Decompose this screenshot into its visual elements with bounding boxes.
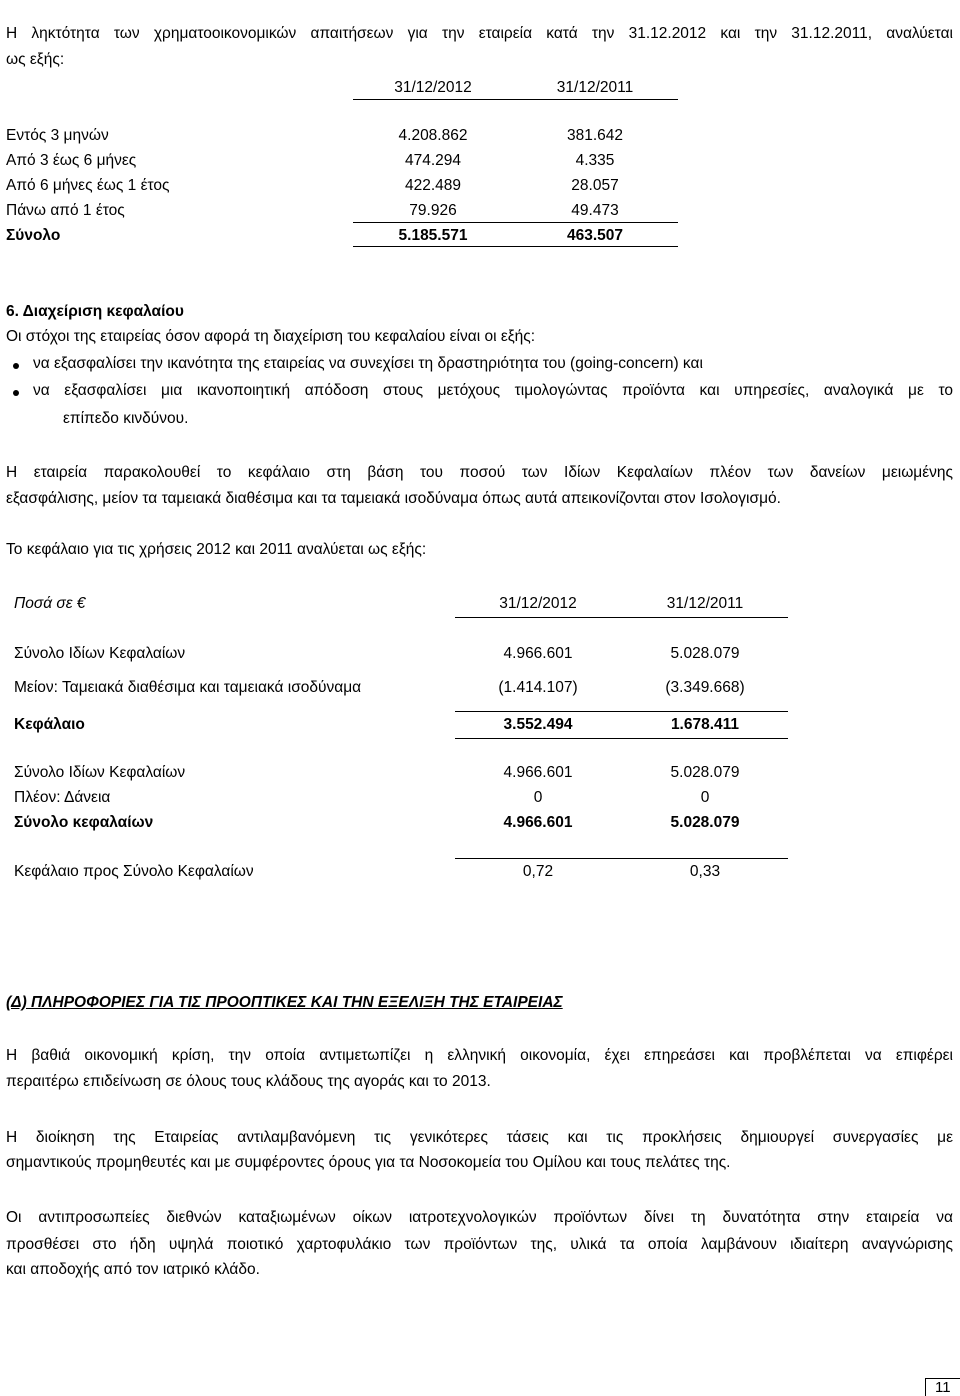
maturity-row-label: Εντός 3 μηνών (6, 127, 109, 144)
bullet-icon (13, 390, 19, 396)
page-number: 11 (935, 1379, 951, 1396)
section-d-p3-line-3: και αποδοχής από τον ιατρικό κλάδο. (6, 1261, 260, 1278)
capital-header-2012: 31/12/2012 (499, 595, 577, 612)
capital-row-label: Κεφάλαιο προς Σύνολο Κεφαλαίων (14, 863, 254, 880)
section-d-p2-line-2: σημαντικούς προμηθευτές και με συμφέροντες όρους για τα Νοσοκομεία του Ομίλου και τους πελάτες της. (6, 1154, 731, 1171)
section-d-p3-line-1: Οι αντιπροσωπείες διεθνών καταξιωμένων οίκων ιατροτεχνολογικών προϊόντων δίνει τη δυνατότητα στην εταιρεία να (6, 1209, 953, 1226)
section-d-p1-line-1: Η βαθιά οικονομική κρίση, την οποία αντιμετωπίζει η ελληνική οικονομία, έχει επηρεάσει και προβλέπεται να επιφέρει (6, 1047, 953, 1064)
maturity-row-label: Από 3 έως 6 μήνες (6, 152, 137, 169)
maturity-total-label: Σύνολο (6, 227, 61, 244)
capital-row-label: Κεφάλαιο (14, 716, 85, 733)
maturity-row-value-2011: 381.642 (566, 127, 624, 144)
capital-row-value-2012: 4.966.601 (503, 764, 573, 781)
maturity-total-rule-top (353, 222, 678, 223)
capital-total-rule (455, 738, 788, 739)
maturity-row-value-2012: 79.926 (409, 202, 457, 219)
capital-ratio-rule (455, 858, 788, 859)
capital-row-value-2012: 4.966.601 (503, 645, 573, 662)
maturity-row-value-2012: 422.489 (404, 177, 462, 194)
capital-row-label: Πλέον: Δάνεια (14, 789, 111, 806)
objective-bullet-2-line-2: επίπεδο κινδύνου. (63, 410, 189, 427)
maturity-header-rule (353, 99, 678, 100)
capital-intro: Το κεφάλαιο για τις χρήσεις 2012 και 2011 αναλύεται ως εξής: (6, 541, 427, 558)
maturity-header-2011: 31/12/2011 (556, 79, 634, 96)
capital-header-2011: 31/12/2011 (666, 595, 744, 612)
maturity-row-value-2012: 4.208.862 (398, 127, 468, 144)
capital-row-value-2011: (3.349.668) (665, 679, 745, 696)
capital-row-label: Σύνολο Ιδίων Κεφαλαίων (14, 764, 186, 781)
capital-row-value-2011: 5.028.079 (670, 814, 740, 831)
capital-row-label: Σύνολο κεφαλαίων (14, 814, 154, 831)
bullet-icon (13, 363, 19, 369)
maturity-total-2012: 5.185.571 (398, 227, 468, 244)
section-d-heading: (Δ) ΠΛΗΡΟΦΟΡΙΕΣ ΓΙΑ ΤΙΣ ΠΡΟΟΠΤΙΚΕΣ ΚΑΙ ΤΗΝ ΕΞΕΛΙΞΗ ΤΗΣ ΕΤΑΙΡΕΙΑΣ (6, 994, 563, 1011)
maturity-total-rule-bottom (353, 246, 678, 247)
capital-monitoring-line-2: εξασφάλισης, μείον τα ταμειακά διαθέσιμα και τα ταμειακά ισοδύναμα όπως αυτά απεικονίζονται στον Ισολογισμό. (6, 490, 781, 507)
capital-row-value-2011: 0 (700, 789, 710, 806)
maturity-row-value-2011: 49.473 (571, 202, 619, 219)
section-d-p3-line-2: προσθέσει στο ήδη υψηλά ποιοτικό χαρτοφυλάκιο των προϊόντων της, υλικά τα οποία λαμβάνουν ιδιαίτερη αναγνώρισης (6, 1236, 953, 1253)
capital-row-value-2012: 4.966.601 (503, 814, 573, 831)
capital-row-value-2011: 1.678.411 (670, 716, 740, 733)
capital-subtotal-rule (455, 711, 788, 712)
section-6-heading: 6. Διαχείριση κεφαλαίου (6, 303, 184, 320)
capital-header-rule (455, 617, 788, 618)
capital-row-label: Μείον: Ταμειακά διαθέσιμα και ταμειακά ισοδύναμα (14, 679, 362, 696)
maturity-row-label: Από 6 μήνες έως 1 έτος (6, 177, 170, 194)
maturity-row-label: Πάνω από 1 έτος (6, 202, 125, 219)
objective-bullet-1: να εξασφαλίσει την ικανότητα της εταιρείας να συνεχίσει τη δραστηριότητα του (going-concern) και (33, 355, 703, 372)
capital-row-value-2011: 5.028.079 (670, 645, 740, 662)
capital-row-value-2012: 0,72 (522, 863, 554, 880)
intro-line-2: ως εξής: (6, 51, 65, 68)
maturity-row-value-2011: 4.335 (575, 152, 615, 169)
section-d-p2-line-1: Η διοίκηση της Εταιρείας αντιλαμβανόμενη τις γενικότερες τάσεις και τις προκλήσεις δημιουργεί συνεργασίες με (6, 1129, 953, 1146)
capital-row-label: Σύνολο Ιδίων Κεφαλαίων (14, 645, 186, 662)
capital-row-value-2011: 5.028.079 (670, 764, 740, 781)
intro-line-1: Η ληκτότητα των χρηματοοικονομικών απαιτήσεων για την εταιρεία κατά την 31.12.2012 και την 31.12.2011, αναλύεται (6, 25, 953, 42)
capital-row-value-2012: (1.414.107) (498, 679, 578, 696)
objectives-intro: Οι στόχοι της εταιρείας όσον αφορά τη διαχείριση του κεφαλαίου είναι οι εξής: (6, 328, 536, 345)
maturity-header-2012: 31/12/2012 (394, 79, 472, 96)
capital-row-value-2012: 0 (533, 789, 543, 806)
objective-bullet-2-line-1: να εξασφαλίσει μια ικανοποιητική απόδοση στους μετόχους τιμολογώντας προϊόντα και υπηρεσίες, αναλογικά με το (33, 382, 953, 399)
capital-row-value-2012: 3.552.494 (503, 716, 573, 733)
capital-row-value-2011: 0,33 (689, 863, 721, 880)
capital-table-currency-label: Ποσά σε € (14, 595, 86, 612)
maturity-row-value-2011: 28.057 (571, 177, 619, 194)
maturity-row-value-2012: 474.294 (404, 152, 462, 169)
section-d-p1-line-2: περαιτέρω επιδείνωση σε όλους τους κλάδους της αγοράς και το 2013. (6, 1073, 491, 1090)
capital-monitoring-line-1: Η εταιρεία παρακολουθεί το κεφάλαιο στη βάση του ποσού των Ιδίων Κεφαλαίων πλέον των δανείων μειωμένης (6, 464, 953, 481)
maturity-total-2011: 463.507 (566, 227, 624, 244)
